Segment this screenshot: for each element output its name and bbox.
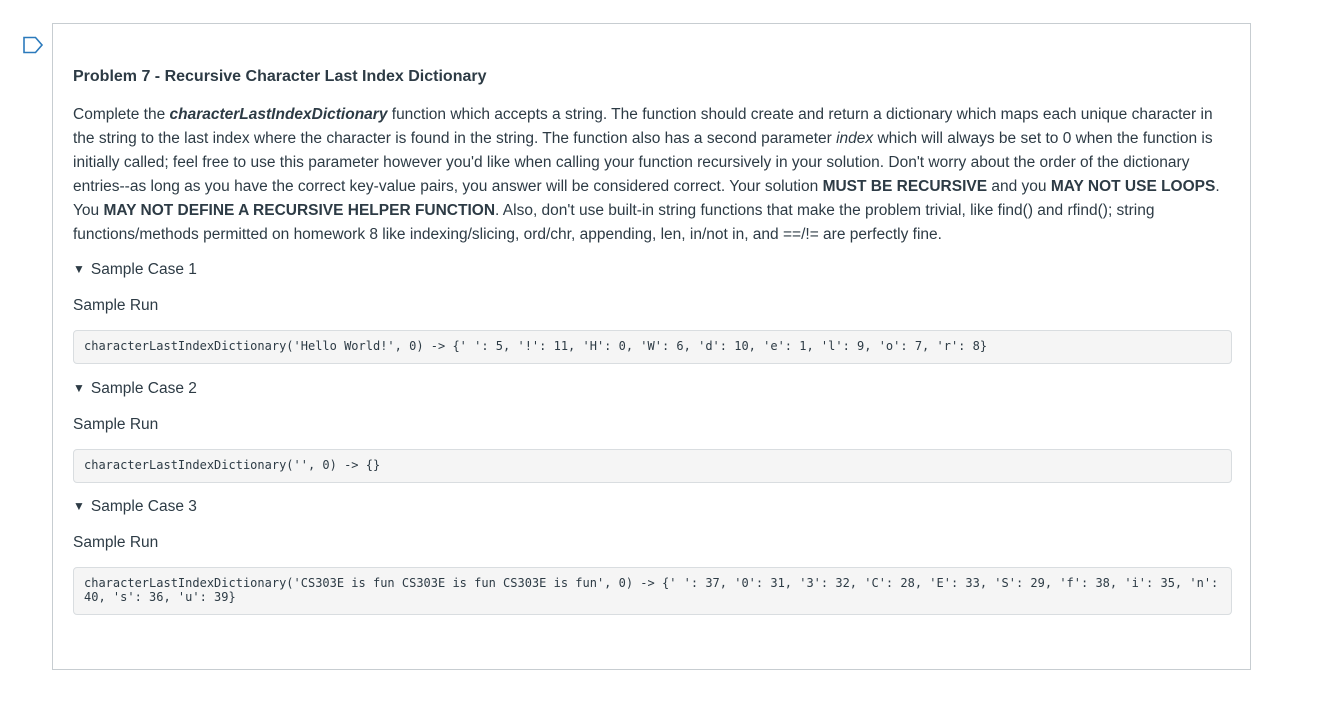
- function-name: characterLastIndexDictionary: [169, 106, 388, 123]
- desc-text-2: function which accepts a string. The function should create and return a dictionary which maps each unique character in the string to the last index where the character is found in the string. The function also has a second parameter: [73, 106, 1213, 147]
- sample-case-2-label: Sample Case 2: [90, 380, 197, 397]
- sample-case-2-toggle[interactable]: [73, 380, 197, 398]
- sample-run-1-label: Sample Run: [73, 297, 159, 314]
- desc-text-4: and you: [987, 178, 1051, 195]
- sample-run-1-code: characterLastIndexDictionary('Hello World!', 0) -> {' ': 5, '!': 11, 'H': 0, 'W': 6, 'd': 10, 'e': 1, 'l': 9, 'o': 7, 'r': 8}: [73, 330, 1232, 364]
- sample-case-3-toggle[interactable]: [73, 498, 197, 516]
- problem-description: [73, 103, 1233, 247]
- requirement-recursive: MUST BE RECURSIVE: [822, 178, 988, 195]
- desc-text-3: which will always be set to 0 when the function is initially called; feel free to use this parameter however you'd like when calling your function recursively in your solution. Don't worry about the order of the dictionary entries--as long as you have the correct key-value pairs, you answer will be considered correct. Your solution: [73, 130, 1213, 195]
- problem-title: Problem 7 - Recursive Character Last Index Dictionary: [73, 68, 487, 85]
- sample-case-3-label: Sample Case 3: [90, 498, 197, 515]
- triangle-down-icon: ▼: [73, 499, 85, 513]
- desc-text-1: Complete the: [73, 106, 170, 123]
- requirement-no-helper: MAY NOT DEFINE A RECURSIVE HELPER FUNCTION: [103, 202, 496, 219]
- triangle-down-icon: ▼: [73, 262, 85, 276]
- desc-text-5: . You: [73, 178, 1220, 219]
- sample-run-3-label: Sample Run: [73, 534, 159, 551]
- bookmark-flag-icon[interactable]: [22, 36, 44, 54]
- triangle-down-icon: ▼: [73, 381, 85, 395]
- question-card: [52, 23, 1251, 670]
- sample-case-1-label: Sample Case 1: [90, 261, 197, 278]
- sample-run-2-code: characterLastIndexDictionary('', 0) -> {}: [73, 449, 1232, 483]
- parameter-name: index: [836, 130, 874, 147]
- desc-text-6: . Also, don't use built-in string functions that make the problem trivial, like find() and rfind(); string functions/methods permitted on homework 8 like indexing/slicing, ord/chr, appending, len, in/not in, and ==/!= are perfectly fine.: [73, 202, 1155, 243]
- sample-case-1-toggle[interactable]: [73, 261, 197, 279]
- sample-run-2-label: Sample Run: [73, 416, 159, 433]
- sample-run-3-code: characterLastIndexDictionary('CS303E is fun CS303E is fun CS303E is fun', 0) -> {' ': 37, '0': 31, '3': 32, 'C': 28, 'E': 33, 'S': 29, 'f': 38, 'i': 35, 'n': 40, 's': 36, 'u': 39}: [73, 567, 1232, 615]
- requirement-no-loops: MAY NOT USE LOOPS: [1050, 178, 1216, 195]
